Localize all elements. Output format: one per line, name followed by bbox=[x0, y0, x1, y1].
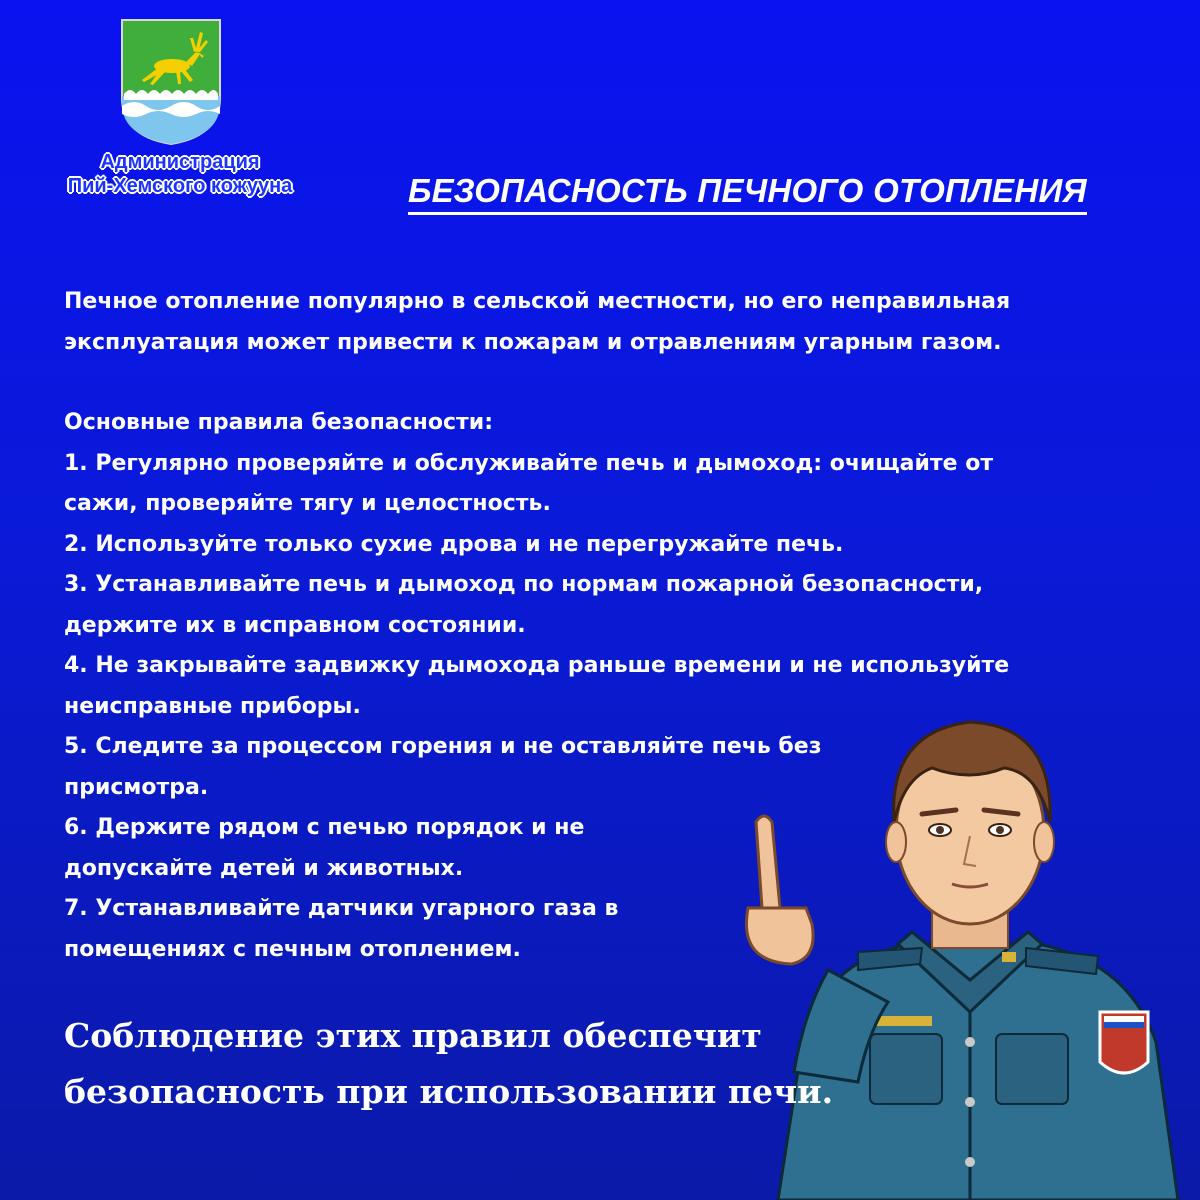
rule-7-line-2: помещениях с печным отоплением. bbox=[64, 936, 521, 962]
intro-line-1: Печное отопление популярно в сельской местности, но его неправильная bbox=[64, 289, 1011, 314]
admin-line-1: Администрация bbox=[100, 151, 260, 173]
administration-label bbox=[20, 150, 340, 198]
closing-line-2: безопасность при использовании печи. bbox=[64, 1072, 834, 1111]
rules-heading: Основные правила безопасности: bbox=[64, 410, 493, 435]
officer-illustration-icon bbox=[708, 712, 1188, 1200]
rule-4-line-1: 4. Не закрывайте задвижку дымохода раньше времени и не используйте bbox=[64, 653, 1010, 678]
rule-1-line-2: сажи, проверяйте тягу и целостность. bbox=[64, 491, 551, 516]
rule-5-line-2: присмотра. bbox=[64, 774, 209, 800]
closing-line-1: Соблюдение этих правил обеспечит bbox=[64, 1016, 762, 1055]
closing-statement bbox=[64, 1008, 1064, 1120]
page-title: БЕЗОПАСНОСТЬ ПЕЧНОГО ОТОПЛЕНИЯ bbox=[408, 172, 1087, 215]
rule-5-line-1: 5. Следите за процессом горения и не оставляйте печь без bbox=[64, 734, 822, 759]
rule-3-line-2: держите их в исправном состоянии. bbox=[64, 612, 526, 638]
intro-line-2: эксплуатация может привести к пожарам и отравлениям угарным газом. bbox=[64, 329, 1002, 355]
coat-of-arms-icon bbox=[120, 18, 222, 146]
rule-2-line-1: 2. Используйте только сухие дрова и не перегружайте печь. bbox=[64, 531, 844, 557]
rule-3-line-1: 3. Устанавливайте печь и дымоход по нормам пожарной безопасности, bbox=[64, 572, 984, 597]
rule-1-line-1: 1. Регулярно проверяйте и обслуживайте печь и дымоход: очищайте от bbox=[64, 450, 994, 476]
rule-6-line-2: допускайте детей и животных. bbox=[64, 855, 464, 881]
rule-7-line-1: 7. Устанавливайте датчики угарного газа в bbox=[64, 896, 619, 921]
rule-4-line-2: неисправные приборы. bbox=[64, 693, 361, 719]
admin-line-2: Пий-Хемского кожууна bbox=[67, 175, 293, 197]
rule-6-line-1: 6. Держите рядом с печью порядок и не bbox=[64, 815, 585, 840]
